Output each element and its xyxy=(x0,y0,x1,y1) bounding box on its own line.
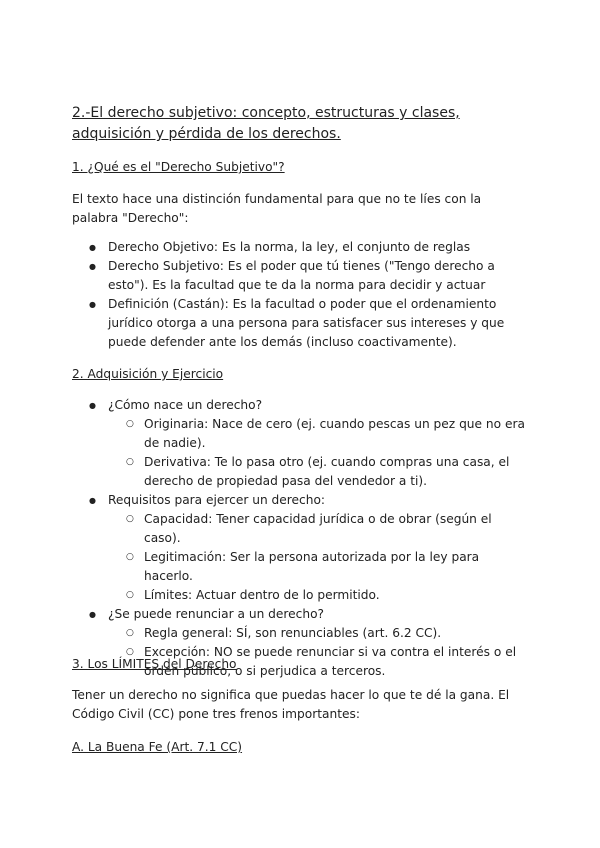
sublist-item: ○ Originaria: Nace de cero (ej. cuando pescas un pez que no era de nadie). xyxy=(108,415,530,453)
sublist xyxy=(108,415,530,491)
list-item: ● Definición (Castán): Es la facultad o poder que el ordenamiento jurídico otorga a una persona para satisfacer sus intereses y que puede defender ante los demás (incluso coactivamente). xyxy=(72,295,530,352)
list-item-label: ¿Cómo nace un derecho? xyxy=(108,398,263,412)
document-title: 2.-El derecho subjetivo: concepto, estructuras y clases, adquisición y pérdida de los derechos. xyxy=(72,105,460,142)
section-1-list xyxy=(72,238,530,352)
sublist-item: ○ Capacidad: Tener capacidad jurídica o de obrar (según el caso). xyxy=(108,510,530,548)
sublist-item: ○ Derivativa: Te lo pasa otro (ej. cuando compras una casa, el derecho de propiedad pasa del vendedor a ti). xyxy=(108,453,530,491)
list-item: ● Derecho Subjetivo: Es el poder que tú tienes ("Tengo derecho a esto"). Es la facultad que te da la norma para decidir y actuar xyxy=(72,257,530,295)
list-item xyxy=(72,491,530,605)
section-3-subheading: A. La Buena Fe (Art. 7.1 CC) xyxy=(72,740,243,754)
section-1-heading: 1. ¿Qué es el "Derecho Subjetivo"? xyxy=(72,160,285,174)
section-1-intro: El texto hace una distinción fundamental para que no te líes con la palabra "Derecho": xyxy=(72,192,482,225)
section-2-list xyxy=(72,396,530,681)
sublist-item: ○ Límites: Actuar dentro de lo permitido. xyxy=(108,586,530,605)
section-3-heading: 3. Los LÍMITES del Derecho xyxy=(72,657,237,671)
sublist-item: ○ Regla general: SÍ, son renunciables (art. 6.2 CC). xyxy=(108,624,530,643)
list-item xyxy=(72,396,530,491)
sublist-item: ○ Legitimación: Ser la persona autorizada por la ley para hacerlo. xyxy=(108,548,530,586)
list-item: ● Derecho Objetivo: Es la norma, la ley, el conjunto de reglas xyxy=(72,238,530,257)
list-item-label: Requisitos para ejercer un derecho: xyxy=(108,493,326,507)
sublist xyxy=(108,510,530,605)
section-2-heading: 2. Adquisición y Ejercicio xyxy=(72,367,224,381)
section-3-intro: Tener un derecho no significa que puedas hacer lo que te dé la gana. El Código Civil (CC) pone tres frenos importantes: xyxy=(72,688,510,721)
list-item-label: ¿Se puede renunciar a un derecho? xyxy=(108,607,324,621)
sublist-item: ○ Excepción: NO se puede renunciar si va contra el interés o el orden público, o si perjudica a terceros. xyxy=(108,643,530,681)
